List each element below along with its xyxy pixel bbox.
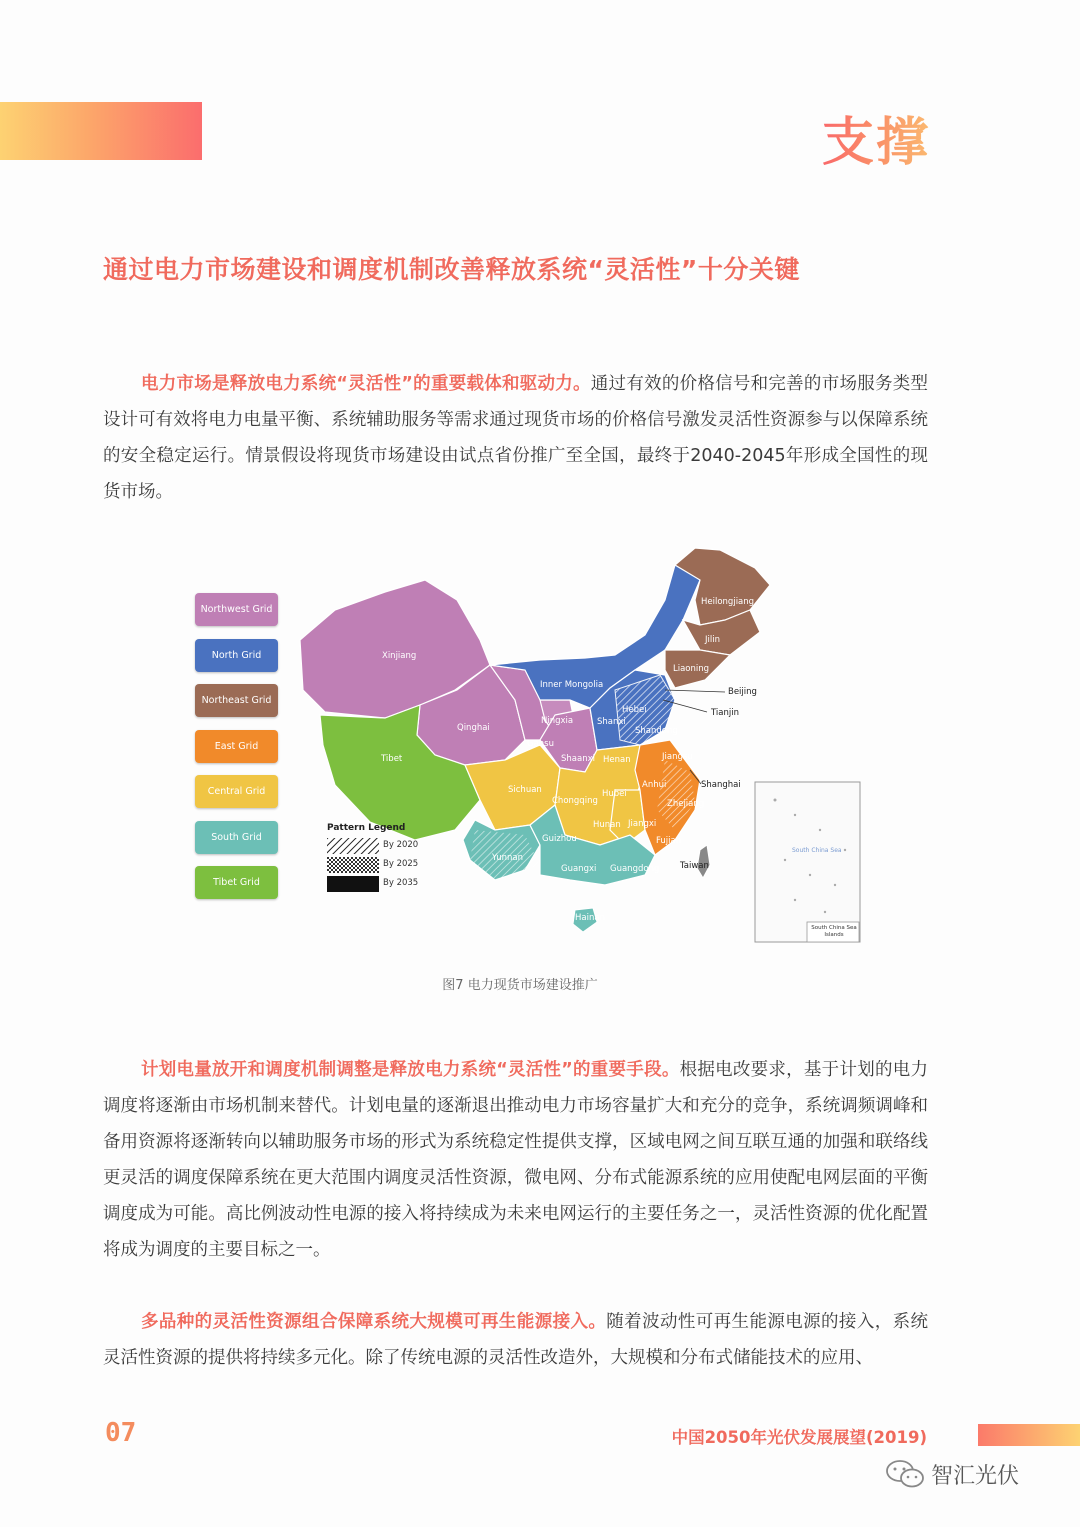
footer-accent-bar (978, 1424, 1080, 1446)
pattern-2025-label: By 2025 (383, 859, 419, 869)
province-labels (195, 540, 875, 950)
label-south-china-sea: South China Sea (792, 847, 842, 854)
legend-north-grid: North Grid (195, 639, 278, 672)
watermark (885, 1458, 1019, 1490)
label-jiangxi: Jiangxi (628, 819, 657, 829)
label-chongqing: Chongqing (552, 796, 598, 806)
wechat-icon (885, 1458, 925, 1490)
label-inner-mongolia: Inner Mongolia (540, 680, 604, 690)
label-shaanxi: Shaanxi (561, 754, 595, 764)
label-hubei: Hubei (602, 789, 627, 799)
legend-south-grid: South Grid (195, 821, 278, 854)
label-hebei: Hebei (622, 705, 647, 715)
label-shandong: Shandong (635, 726, 678, 736)
grid-map-figure (195, 540, 875, 950)
legend-central-grid: Central Grid (195, 775, 278, 808)
label-jiangsu: Jiangsu (662, 752, 693, 762)
paragraph-2 (103, 1052, 928, 1268)
label-yunnan: Yunnan (492, 853, 523, 863)
paragraph-3-body: 随着波动性可再生能源电源的接入，系统灵活性资源的提供将持续多元化。除了传统电源的灵活性改造外，大规模和分布式储能技术的应用、 (103, 1312, 929, 1368)
label-guizhou: Guizhou (542, 834, 577, 844)
pattern-legend-title: Pattern Legend (327, 823, 406, 833)
label-fujian: Fujian (656, 836, 682, 846)
page-headline: 通过电力市场建设和调度机制改善释放系统“灵活性”十分关键 (103, 255, 800, 284)
label-shanghai: Shanghai (701, 780, 741, 790)
legend-tibet-grid: Tibet Grid (195, 866, 278, 899)
paragraph-1 (103, 366, 928, 510)
legend-northeast-grid: Northeast Grid (195, 684, 278, 717)
label-taiwan: Taiwan (680, 861, 709, 871)
header-accent-bar (0, 102, 202, 160)
watermark-text: 智汇光伏 (931, 1463, 1020, 1489)
label-sichuan: Sichuan (508, 785, 542, 795)
paragraph-3 (103, 1304, 928, 1376)
label-hunan: Hunan (593, 820, 621, 830)
label-guangdong: Guangdong (610, 864, 660, 874)
label-liaoning: Liaoning (673, 664, 710, 674)
legend-east-grid: East Grid (195, 730, 278, 763)
pattern-2020-label: By 2020 (383, 840, 419, 850)
label-tianjin: Tianjin (711, 708, 739, 718)
label-scs-islands: South China Sea Islands (811, 925, 857, 938)
label-hainan: Hainan (575, 913, 605, 923)
section-tag: 支撑 (822, 100, 930, 175)
label-henan: Henan (603, 755, 631, 765)
label-ningxia: Ningxia (541, 716, 574, 726)
label-guangxi: Guangxi (561, 864, 597, 874)
figure-caption: 图7 电力现货市场建设推广 (442, 978, 598, 993)
label-qinghai: Qinghai (457, 723, 490, 733)
label-jilin: Jilin (705, 635, 720, 645)
label-tibet: Tibet (381, 754, 403, 764)
paragraph-2-lead: 计划电量放开和调度机制调整是释放电力系统“灵活性”的重要手段。 (141, 1060, 680, 1080)
label-zhejiang: Zhejiang (667, 799, 705, 809)
paragraph-1-body: 通过有效的价格信号和完善的市场服务类型设计可有效将电力电量平衡、系统辅助服务等需求通过现货市场的价格信号激发灵活性资源参与以保障系统的安全稳定运行。情景假设将现货市场建设由试点省份推广至全国，最终于2040-2045年形成全国性的现货市场。 (103, 374, 928, 502)
paragraph-3-lead: 多品种的灵活性资源组合保障系统大规模可再生能源接入。 (141, 1312, 607, 1332)
paragraph-1-lead: 电力市场是释放电力系统“灵活性”的重要载体和驱动力。 (141, 374, 591, 394)
page-number: 07 (105, 1418, 137, 1448)
label-anhui: Anhui (642, 780, 667, 790)
legend-northwest-grid: Northwest Grid (195, 593, 278, 626)
label-gansu: Gansu (527, 739, 554, 749)
pattern-2035-label: By 2035 (383, 878, 419, 888)
label-heilongjiang: Heilongjiang (701, 597, 755, 607)
paragraph-2-body: 根据电改要求，基于计划的电力调度将逐渐由市场机制来替代。计划电量的逐渐退出推动电力市场容量扩大和充分的竞争，系统调频调峰和备用资源将逐渐转向以辅助服务市场的形式为系统稳定性提供支撑，区域电网之间互联互通的加强和联络线更灵活的调度保障系统在更大范围内调度灵活性资源，微电网、分布式能源系统的应用使配电网层面的平衡调度成为可能。高比例波动性电源的接入将持续成为未来电网运行的主要任务之一，灵活性资源的优化配置将成为调度的主要目标之一。 (103, 1060, 928, 1260)
label-xinjiang: Xinjiang (382, 651, 417, 661)
label-beijing: Beijing (728, 687, 757, 697)
footer-report-title: 中国2050年光伏发展展望(2019) (671, 1428, 927, 1447)
label-shanxi: Shanxi (597, 717, 626, 727)
